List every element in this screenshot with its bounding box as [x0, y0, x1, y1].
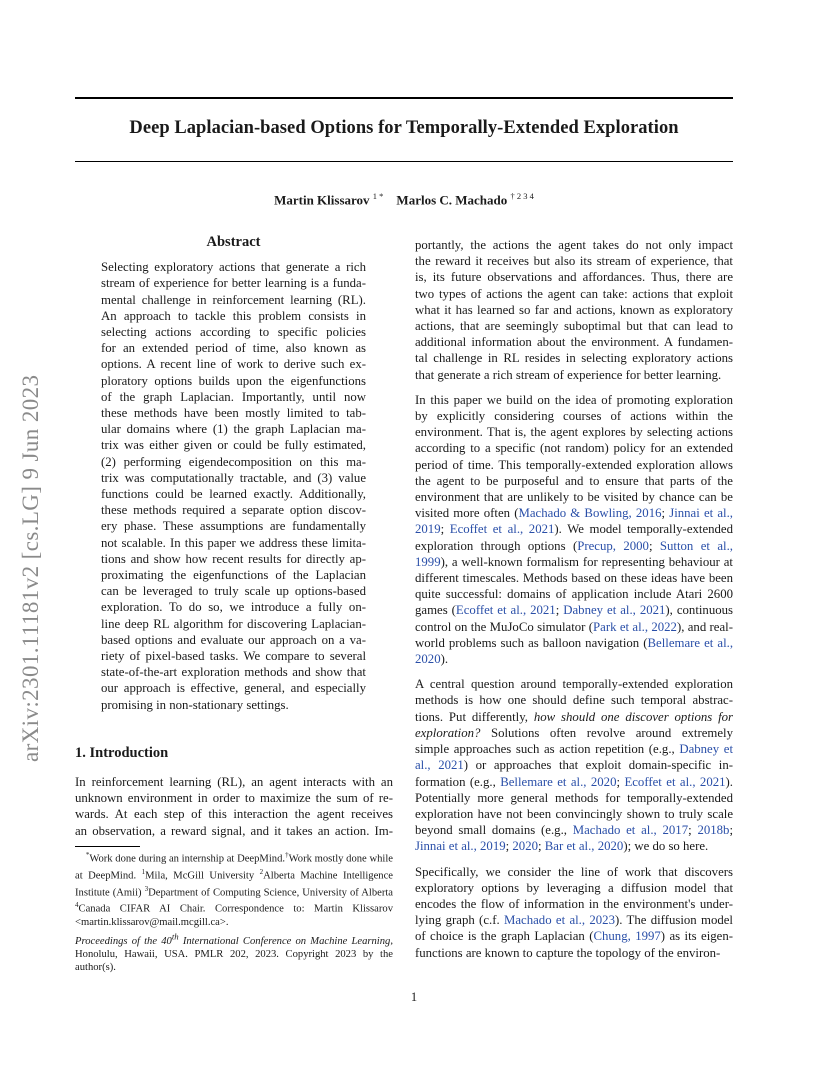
citation-link[interactable]: Sutton et al., 1999 [415, 538, 733, 569]
text-line: additional information about the environment. A fundamen- [415, 335, 733, 350]
text-line: In reinforcement learning (RL), an agent interacts with an [75, 775, 393, 789]
text-line: options. A recent line of work to derive such ex- [101, 357, 366, 372]
text-line: riety of pixel-based tasks. We compare to several [101, 649, 366, 664]
abstract-body [101, 259, 366, 713]
citation-link[interactable]: Park et al., 2022 [593, 619, 677, 634]
abstract [101, 234, 366, 713]
text-line: An approach to tackle this problem consists in [101, 308, 366, 323]
citation-link[interactable]: et al., 2021 [415, 742, 734, 773]
text-line: unknown environment in order to maximize the sum of re- [75, 791, 393, 806]
citation-link[interactable]: Dabney [679, 742, 720, 757]
text-line: two types of actions the agent can take: actions that exploit [415, 286, 733, 301]
citation-link[interactable]: Dabney et al., 2021 [563, 603, 666, 618]
footnote-work-note: Work done during an internship at DeepMind. [89, 853, 286, 865]
text-line: ploratory options builds upon the eigenfunctions [101, 373, 366, 388]
proceedings-note [75, 930, 393, 974]
paragraph-specifically: Specifically, we consider the line of work that discovers exploratory options by leveraging a diffusion model that encodes the flow of information in the environment's under- lying graph (c.f. Machado et al., 2023). The diffusion model of choice is the graph Laplacian (Chung, 1997) as its eigen- functions are known to capture the topology of the environ- [415, 864, 733, 960]
text-line: our approach is effective, general, and especially [101, 681, 366, 696]
text-line: line deep RL algorithm for discovering Laplacian- [101, 616, 366, 631]
citation-link[interactable]: Jinnai et al., 2019 [415, 839, 506, 854]
text-line: an observation, a reward signal, and it takes an action. Im- [75, 823, 393, 838]
text-line: wards. At each step of this interaction the agent receives [75, 807, 393, 822]
text-line: state-of-the-art exploration methods and show that [101, 665, 366, 680]
author-name: Martin Klissarov [274, 192, 370, 208]
citation-link[interactable]: Bellemare et al., 2020 [500, 774, 617, 789]
citation-link[interactable]: Precup, [577, 538, 616, 553]
citation-link[interactable]: 2016 [635, 506, 662, 521]
text-line: (2) performing eigendecomposition on this ma- [101, 454, 366, 469]
author-affiliation-marks: 1 * [372, 191, 384, 201]
citation-link[interactable]: Machado et al., 2023 [503, 913, 615, 928]
citation-link[interactable]: Chung, 1997 [593, 929, 661, 944]
citation-link[interactable]: Ecoffet et al., 2021 [455, 603, 556, 618]
text-line: can be leveraged to truly scale up options-based [101, 584, 366, 599]
text-line: tions and show how recent results for directly ap- [101, 551, 366, 566]
footnote-affiliation-4: Canada CIFAR AI Chair. [78, 904, 206, 916]
citation-link[interactable]: Machado et al., 2017 [572, 823, 689, 838]
footnote-rule [75, 846, 140, 847]
citation-link[interactable]: Bar et al., 2020 [544, 839, 624, 854]
footnote-affiliation-1: Mila, McGill University [145, 870, 255, 882]
arxiv-identifier: arXiv:2301.11181v2 [cs.LG] 9 Jun 2023 [18, 374, 43, 762]
text-line: that generate a rich stream of experience for better learning. [415, 367, 722, 382]
proceedings-conference: International Conference on Machine Learning [182, 935, 391, 947]
text-line: proximating the eigenfunctions of the Laplacian [101, 568, 366, 583]
proceedings-details: , Honolulu, Hawaii, USA. PMLR 202, 2023. Copyright 2023 by the author(s). [75, 935, 393, 974]
text-line: the reward it receives but also its stream of experience, that [415, 254, 733, 269]
citation-link[interactable]: Ecoffet et al., 2021 [624, 774, 726, 789]
right-column [415, 237, 733, 969]
abstract-heading: Abstract [206, 234, 261, 250]
text-line: ular domains where (1) the graph Laplacian ma- [101, 422, 366, 437]
paragraph-temporally-extended: In this paper we build on the idea of promoting exploration by explicitly considering courses of actions within the environment. That is, the agent explores by selecting actions according to a specific (not random) policy for an extended period of time. This temporally-extended exploration allows the agent to be purposeful and to ensure that parts of the environment that are unlikely to be visited by chance can be visited more often (Machado & Bowling, 2016; Jinnai et al., 2019; Ecoffet et al., 2021). We model temporally-extended exploration through options (Precup, 2000; Sutton et al., 1999), a well-known formalism for representing behaviour at different timescales. Methods based on these ideas have been quite successful: domains of application include Atari 2600 games (Ecoffet et al., 2021; Dabney et al., 2021), continuous control on the MuJoCo simulator (Park et al., 2022), and real-world problems such as balloon navigation (Bellemare et al., 2020). [415, 392, 734, 667]
paper-title: Deep Laplacian-based Options for Temporally-Extended Exploration [129, 118, 679, 138]
footnote: *Work done during an internship at DeepMind.†Work mostly done while at DeepMind. $^1$Mila, McGill University $^2$Alberta Machine Intelligence Institute (Amii) $^3$Department of Computing Science, University of Alberta $^4$Canada CIFAR AI Chair. Correspondence to: Martin Klissarov <martin.klissarov@mail.mcgill.ca>. [75, 851, 393, 929]
text-line: selecting actions according to specific policies [101, 325, 366, 340]
citation-link[interactable]: Bellemare et al., 2020 [415, 635, 734, 667]
text-line: ery phase. These assumptions are fundamentally [101, 519, 366, 534]
author-affiliation-marks: † 2 3 4 [510, 191, 534, 201]
footnote-correspondence: Correspondence to: Martin Klissarov <martin.klissarov@mail.mcgill.ca>. [75, 904, 393, 929]
citation-link[interactable]: Machado & Bowling, [518, 506, 632, 521]
text-line: these methods have been mostly limited to tab- [101, 406, 366, 421]
footnote-affiliation-3: Department of Computing Science, University of Alberta [148, 887, 393, 899]
citation-link[interactable]: Jinnai et al., 2019 [415, 506, 734, 537]
proceedings-ordinal-suffix: th [171, 931, 179, 941]
text-line: not scalable. In this paper we address these limita- [101, 535, 366, 550]
footnote-work-note-2: Work mostly done while at DeepMind. [75, 853, 393, 882]
footnote-affiliation-2: Alberta Machine Intelligence Institute (Amii) [75, 870, 393, 899]
proceedings-prefix: Proceedings of the [75, 935, 158, 947]
paragraph-motivation [415, 237, 733, 383]
text-line: is, its future observations and affordances. Thus, there are [415, 270, 733, 285]
text-line: these methods required a separate option discov- [101, 503, 366, 518]
text-line: portantly, the actions the agent takes do not only impact [415, 238, 733, 252]
citation-link[interactable]: 2000 [623, 538, 649, 553]
page-number: 1 [410, 990, 418, 1004]
author-list [75, 191, 733, 208]
citation-link[interactable]: 2018b [697, 823, 730, 838]
text-line: exploration. To do so, we introduce a fully on- [101, 600, 366, 615]
section-heading-introduction: 1. Introduction [75, 745, 169, 761]
paragraph-central-question: A central question around temporally-extended exploration methods is how one should define such temporal abstrac- tions. Put differently, how should one discover options for exploration? Solutions often revolve around extremely simple approaches such as action repetition (e.g., Dabney et al., 2021) or approaches that exploit domain-specific in- formation (e.g., Bellemare et al., 2020; Ecoffet et al., 2021). Potentially more general methods for temporally-extended exploration have not been convincingly shown to truly scale beyond small domains (e.g., Machado et al., 2017; 2018b; Jinnai et al., 2019; 2020; Bar et al., 2020); we do so here. [415, 677, 734, 854]
text-line: trix was either given or could be fully estimated, [101, 438, 366, 453]
text-line: tal challenge in RL resides in selecting exploratory actions [415, 351, 733, 366]
citation-link[interactable]: Ecoffet et al., 2021 [449, 522, 555, 537]
proceedings-ordinal: 40 [161, 935, 172, 947]
text-line: of the graph Laplacian. Importantly, until now [101, 389, 366, 404]
text-line: stream of experience for better learning is a funda- [101, 276, 366, 291]
text-line: actions, that are seemingly suboptimal but that can lead to [415, 319, 733, 334]
text-line: what it has learned so far and actions, known as exploratory [415, 302, 733, 317]
text-line: Selecting exploratory actions that generate a rich [101, 260, 366, 275]
introduction-paragraph [75, 774, 393, 839]
text-line: for an extended period of time, also known as [101, 341, 366, 356]
author-name: Marlos C. Machado [396, 192, 508, 208]
top-rule [75, 97, 733, 99]
text-line: promising in non-stationary settings. [101, 697, 289, 712]
text-line: mental challenge in reinforcement learning (RL). [101, 292, 366, 307]
text-line: based options and evaluate our approach on a va- [101, 632, 366, 647]
citation-link[interactable]: 2020 [512, 839, 538, 854]
title-bottom-rule [75, 161, 733, 162]
text-line: trix was computationally tractable, and (3) value [101, 470, 366, 485]
text-line: functions could be learned exactly. Additionally, [101, 487, 366, 502]
